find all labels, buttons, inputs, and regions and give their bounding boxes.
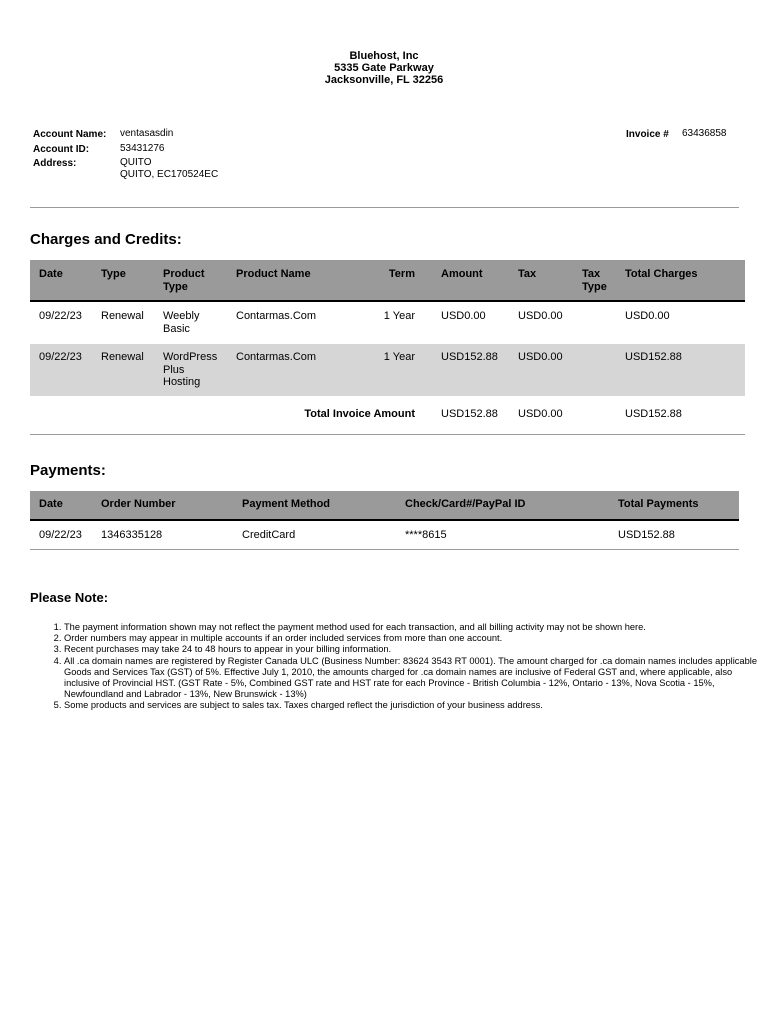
col-product-type-line2: Type [163,280,188,293]
row-product-type-line2: Plus [163,363,185,376]
col-tax-type-line1: Tax [582,268,601,280]
notes-title: Please Note: [30,590,109,605]
note-item: 5. Some products and services are subject to sales tax. Taxes charged reflect the jurisdiction of your business address. [64,700,768,711]
note-item: 3. Recent purchases may take 24 to 48 hours to appear in your billing information. [64,644,768,655]
table-row [30,302,745,344]
payments-header-underline [30,519,739,521]
row-term: 1 Year [383,351,415,363]
company-name: Bluehost, Inc [349,50,419,62]
row-date: 09/22/23 [39,310,82,322]
col-date: Date [39,268,63,280]
row-total: USD152.88 [625,351,682,363]
payments-title: Payments: [30,462,106,479]
note-item: 1. The payment information shown may not reflect the payment method used for each transaction, and all billing activity may not be shown here. [64,622,768,633]
total-invoice-amount: USD152.88 [441,408,498,420]
pay-col-order: Order Number [101,498,176,510]
pay-row-total: USD152.88 [618,529,675,541]
invoice-label: Invoice # [626,129,669,140]
col-tax-type [582,268,607,293]
address-line2: QUITO, EC170524EC [120,169,219,180]
company-city: Jacksonville, FL 32256 [324,74,444,86]
pay-row-check: ****8615 [405,529,447,541]
pay-col-date: Date [39,498,63,510]
col-type: Type [101,268,126,280]
charges-divider [30,434,745,435]
pay-col-total: Total Payments [618,498,699,510]
company-street: 5335 Gate Parkway [334,62,434,74]
row-tax: USD0.00 [518,351,563,363]
account-name-value: ventasasdin [120,128,174,139]
notes-list [30,622,768,712]
total-invoice-charges: USD152.88 [625,408,682,420]
note-item: 2. Order numbers may appear in multiple accounts if an order included services from more than one account. [64,633,768,644]
col-product-name: Product Name [236,268,311,280]
invoice-number: 63436858 [682,128,727,139]
pay-row-method: CreditCard [242,529,296,541]
row-type: Renewal [101,351,144,363]
col-amount: Amount [441,268,483,280]
row-product-name: Contarmas.Com [236,310,317,322]
row-product-type [163,351,217,389]
row-term: 1 Year [383,310,415,322]
company-header [0,50,768,86]
pay-col-method: Payment Method [242,498,331,510]
row-product-type-line1: WordPress [163,351,218,363]
account-id-label: Account ID: [33,144,90,155]
col-term: Term [388,268,415,280]
address-label: Address: [33,158,77,169]
row-product-type-line3: Hosting [163,376,201,388]
row-product-name: Contarmas.Com [236,351,317,363]
note-item: 4. All .ca domain names are registered by Register Canada ULC (Business Number: 83624 3543 RT 0001). The amount charged for .ca domain names includes applicable Goods and Services Tax (GST) of 5%. Effective July 1, 2010, the amounts charged for .ca domain names are inclusive of Federal GST and, where applicable, also inclusive of Provincial HST. (GST Rate - 5%, Combined GST rate and HST rate for each Province - British Columbia - 12%, Ontario - 13%, Nova Scotia - 15%, Newfoundland and Labrador - 13%, New Brunswick - 13%) [64,656,768,701]
row-type: Renewal [101,310,144,322]
address-line1: QUITO [120,157,152,168]
col-tax-type-line2: Type [582,280,607,293]
row-amount: USD0.00 [441,310,486,322]
pay-row-order: 1346335128 [101,529,163,541]
row-date: 09/22/23 [39,351,82,363]
row-product-type [163,310,199,335]
payments-divider [30,549,739,550]
row-tax: USD0.00 [518,310,563,322]
account-id-value: 53431276 [120,143,165,154]
col-product-type [163,268,205,293]
account-name-label: Account Name: [33,129,107,140]
total-invoice-tax: USD0.00 [518,408,563,420]
table-row [30,344,745,396]
col-tax: Tax [518,268,537,280]
row-product-type-line2: Basic [163,322,190,335]
pay-col-check: Check/Card#/PayPal ID [405,498,526,510]
col-product-type-line1: Product [163,268,205,280]
row-amount: USD152.88 [441,351,498,363]
charges-title: Charges and Credits: [30,231,182,248]
row-product-type-line1: Weebly [163,310,200,322]
row-total: USD0.00 [625,310,670,322]
total-invoice-label: Total Invoice Amount [304,408,415,420]
pay-row-date: 09/22/23 [39,529,82,541]
header-divider [30,207,739,208]
charges-header-row [30,260,745,301]
col-total-charges: Total Charges [625,268,698,280]
